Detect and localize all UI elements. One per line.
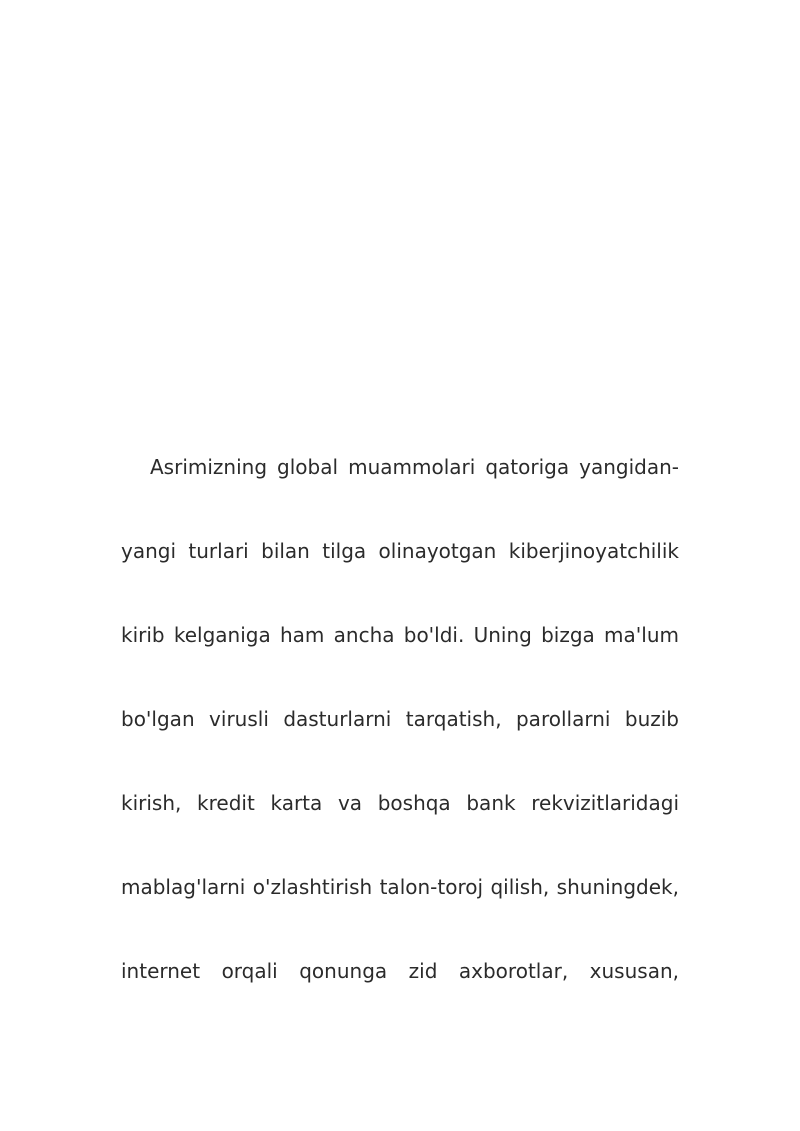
paragraph-line: kirish, kredit karta va boshqa bank rekvizitlaridagi [121,791,679,815]
paragraph-line: mablag'larni o'zlashtirish talon-toroj qilish, shuningdek, [121,875,679,899]
paragraph-line: Asrimizning global muammolari qatoriga yangidan- [150,455,679,479]
paragraph-line: bo'lgan virusli dasturlarni tarqatish, parollarni buzib [121,707,679,731]
paragraph-line: kirib kelganiga ham ancha bo'ldi. Uning bizga ma'lum [121,623,679,647]
paragraph-line: internet orqali qonunga zid axborotlar, xususan, [121,959,679,983]
body-paragraph [121,446,679,1034]
paragraph-line: yangi turlari bilan tilga olinayotgan kiberjinoyatchilik [121,539,679,563]
